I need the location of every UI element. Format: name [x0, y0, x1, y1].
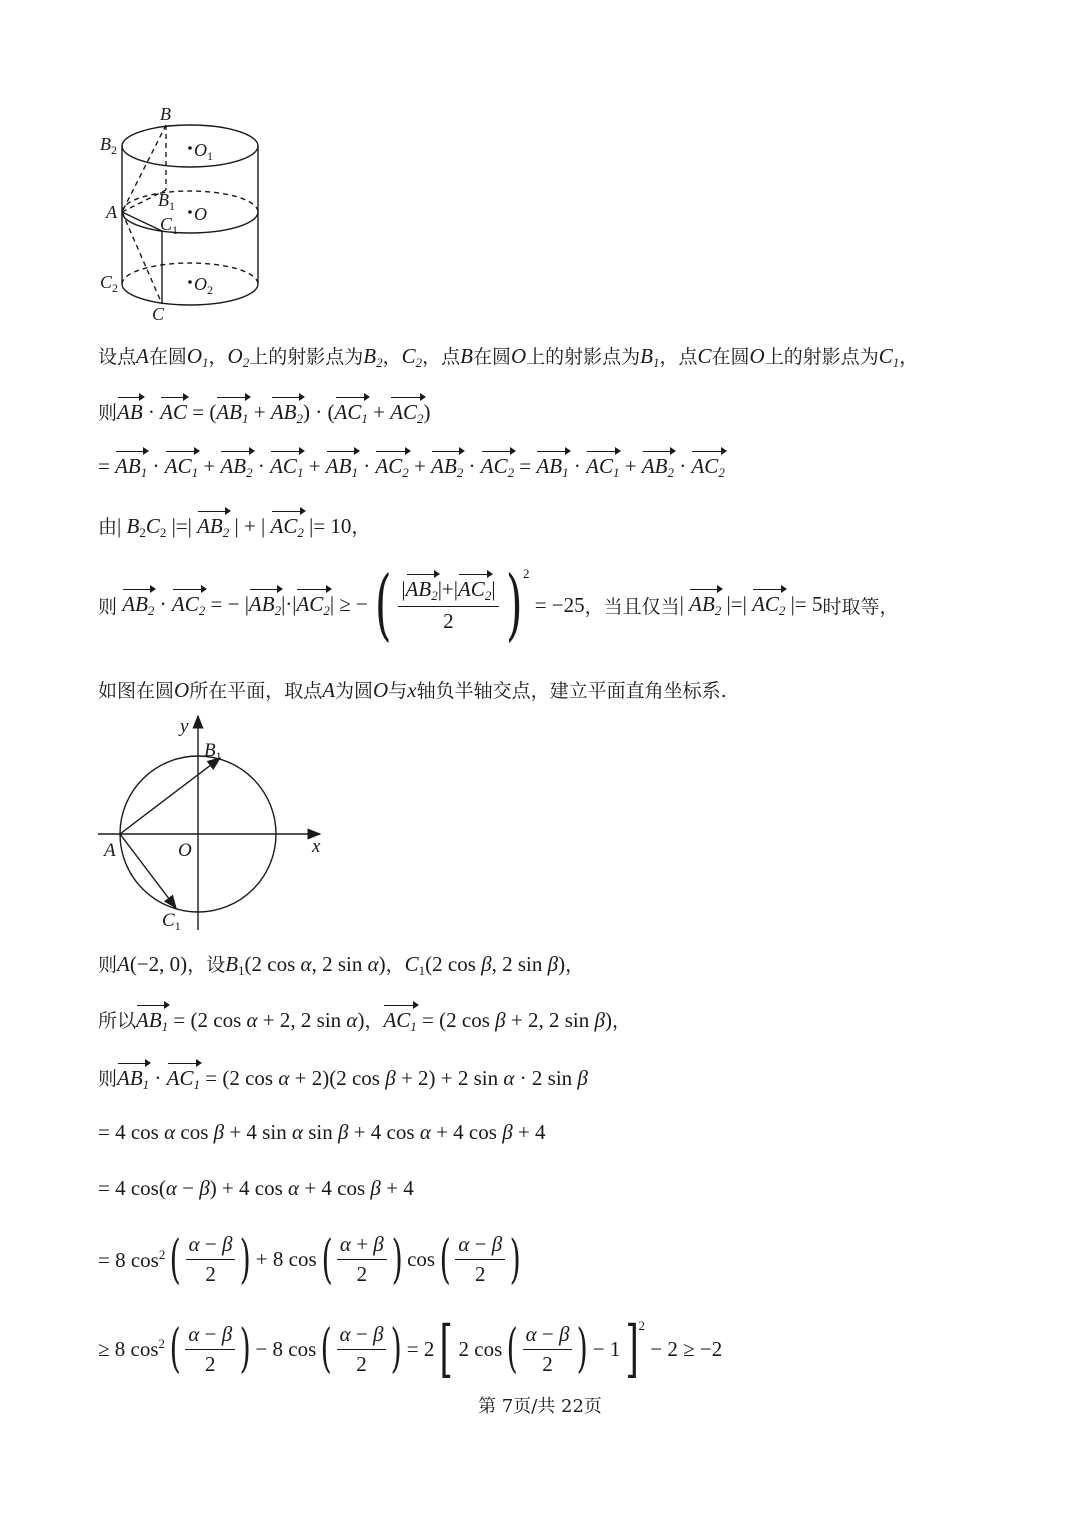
- label-B: B: [160, 104, 171, 124]
- text-line-11: = 4 cos(α − β) + 4 cos α + 4 cos β + 4: [98, 1176, 414, 1200]
- label-O2: $O_2$: [194, 274, 213, 297]
- label-C: C: [152, 304, 165, 324]
- label-B1: $B_1$: [158, 190, 175, 213]
- text-line-13: ≥ 8 $\cos^2$ ( $\frac{\alpha - \beta}{2}$ ) − 8 cos ( $\frac{\alpha - \beta}{2}$ ) = 2 [ 2 cos ( $\frac{\alpha - \beta}{2}$ ) − 1 ] 2 − 2 ≥ −2: [98, 1312, 723, 1385]
- text-line-2: 则AB · AC = $(AB_1 + AB_2) \cdot (AC_1 + AC_2)$: [98, 400, 431, 426]
- axis-x-label: x: [312, 836, 321, 857]
- label-C1: $C_1$: [160, 214, 179, 237]
- text-line-5: 则 $AB_2 \cdot AC_2$ = − $|AB_2|\cdot|AC_2|$ ≥ − ( $\frac{|AB_2|+|AC_2|}{2}$ ) 2 = −25 ，当且仅当 | $AB_2$ |=| $AC_2$ |= 5 时取等，: [98, 560, 899, 650]
- text-line-1: 设点A在圆$O_1$，$O_2$上的射影点为$B_2$，$C_2$，点B在圆O上的射影点为$B_1$，点C在圆O上的射影点为$C_1$，: [98, 344, 919, 370]
- label-C2: $C_2$: [100, 272, 119, 295]
- coordinate-figure: [96, 712, 336, 934]
- text-line-8: 所以$AB_1 = (2$ cos α + 2, 2 sin α)，$AC_1 = (2$ cos β + 2, 2 sin β)，: [98, 1008, 631, 1034]
- cylinder-figure: [96, 104, 276, 326]
- text-line-10: = 4 cos α cos β + 4 sin α sin β + 4 cos α + 4 cos β + 4: [98, 1120, 546, 1144]
- label-O-circle: O: [178, 840, 192, 861]
- text-line-4: 由| $B_2C_2$ |=| $AB_2$ | + | $AC_2$ |= 10，: [98, 514, 371, 540]
- label-B2: $B_2$: [100, 134, 117, 157]
- text-line-7: 则A(−2, 0)，设$B_1(2$ cos α, 2 sin α)，$C_1(2$ cos β, 2 sin β)，: [98, 952, 585, 978]
- text-line-6: 如图在圆O所在平面，取点A为圆O与x轴负半轴交点，建立平面直角坐标系.: [98, 678, 727, 702]
- text-line-9: 则$AB_1 \cdot AC_1 = (2$ cos α + 2)(2 cos β + 2) + 2 sin α · 2 sin β: [98, 1066, 588, 1092]
- text-line-12: = 8 $\cos^2$ ( $\frac{\alpha - \beta}{2}$ ) + 8 cos ( $\frac{\alpha + \beta}{2}$ ) cos ( $\frac{\alpha - \beta}{2}$ ): [98, 1229, 521, 1290]
- label-C1-circle: $C_1$: [162, 910, 181, 933]
- label-B1-circle: $B_1$: [204, 740, 222, 763]
- axis-y-label: y: [180, 716, 189, 737]
- text-line-3: = $AB_1 \cdot AC_1 + AB_2 \cdot AC_1 + AB_1 \cdot AC_2 + AB_2 \cdot AC_2 = AB_1 \cdot AC_1 + AB_2 \cdot AC_2$: [98, 454, 725, 480]
- label-O: O: [194, 204, 207, 224]
- page-footer: 第 7页/共 22页: [478, 1396, 602, 1417]
- label-O1: $O_1$: [194, 140, 213, 163]
- label-A: A: [106, 202, 117, 222]
- label-A-circle: A: [104, 840, 116, 861]
